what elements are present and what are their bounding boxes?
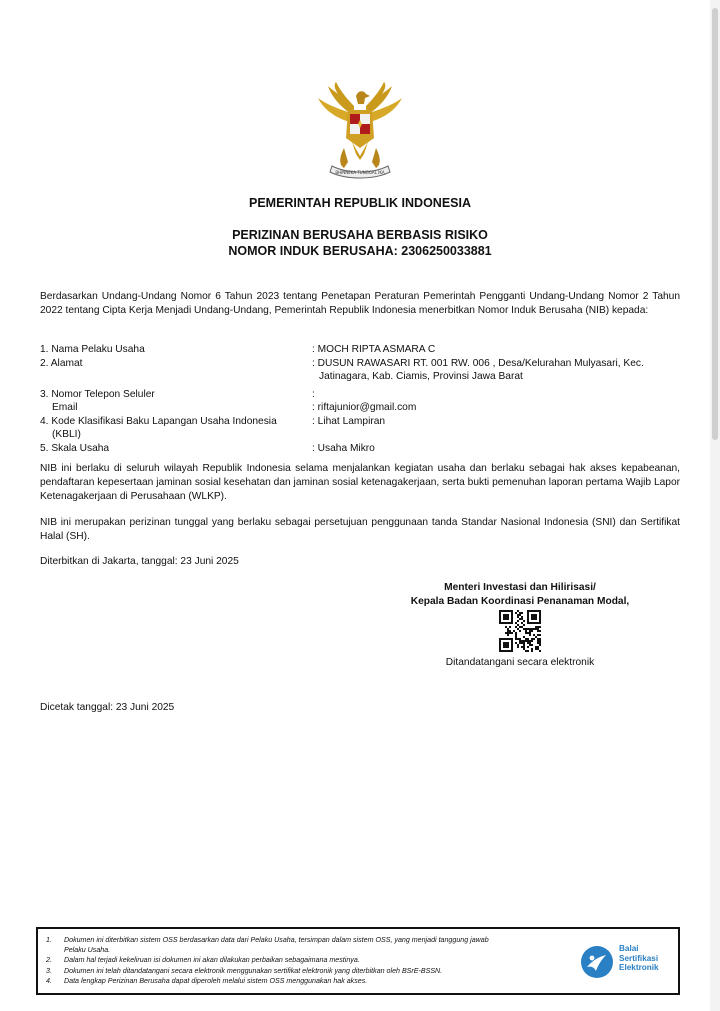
badge-line: Sertifikasi bbox=[619, 953, 659, 963]
field-value: : DUSUN RAWASARI RT. 001 RW. 006 , Desa/Kelurahan Mulyasari, Kec. bbox=[312, 357, 644, 369]
field-value: : Lihat Lampiran bbox=[312, 415, 386, 427]
field-row-address bbox=[40, 357, 680, 384]
field-value: : Usaha Mikro bbox=[312, 442, 375, 454]
field-label-continued: (KBLI) bbox=[52, 429, 81, 440]
signatory-office: Kepala Badan Koordinasi Penanaman Modal, bbox=[410, 596, 630, 607]
document-title: PERIZINAN BERUSAHA BERBASIS RISIKO bbox=[232, 228, 488, 242]
bsre-badge bbox=[578, 943, 676, 983]
footer-notes-box bbox=[36, 927, 680, 995]
field-row-email bbox=[40, 401, 680, 415]
field-label: 5. Skala Usaha bbox=[40, 442, 110, 454]
field-value: : bbox=[312, 388, 315, 400]
field-label: 2. Alamat bbox=[40, 357, 83, 369]
footer-note: 2. Dalam hal terjadi kekeliruan isi dokumen ini akan dilakukan perbaikan sebagaimana mestinya. bbox=[46, 956, 360, 965]
field-value: : MOCH RIPTA ASMARA C bbox=[312, 344, 436, 355]
badge-line: Balai bbox=[619, 944, 639, 953]
issued-date: Diterbitkan di Jakarta, tanggal: 23 Juni 2025 bbox=[40, 556, 239, 567]
field-row-phone bbox=[40, 388, 680, 402]
field-label: 1. Nama Pelaku Usaha bbox=[40, 344, 145, 355]
field-value-continued: Jatinagara, Kab. Ciamis, Provinsi Jawa Barat bbox=[319, 371, 523, 382]
badge-line: Elektronik bbox=[619, 963, 659, 972]
field-label-block bbox=[40, 415, 312, 442]
government-heading: PEMERINTAH REPUBLIK INDONESIA bbox=[248, 196, 471, 210]
scrollbar[interactable] bbox=[710, 0, 720, 1011]
field-label: Email bbox=[52, 402, 78, 413]
field-label: 4. Kode Klasifikasi Baku Lapangan Usaha Indonesia bbox=[40, 415, 277, 427]
signatory-title: Menteri Investasi dan Hilirisasi/ bbox=[444, 582, 596, 593]
nib-number: NOMOR INDUK BERUSAHA: 2306250033881 bbox=[228, 244, 492, 258]
svg-text:BHINNEKA TUNGGAL IKA: BHINNEKA TUNGGAL IKA bbox=[335, 170, 385, 175]
footer-note: Pelaku Usaha. bbox=[64, 946, 111, 955]
scrollbar-thumb[interactable] bbox=[712, 8, 718, 440]
business-details bbox=[40, 343, 680, 455]
field-row-kbli bbox=[40, 415, 680, 442]
sni-halal-paragraph: NIB ini merupakan perizinan tunggal yang berlaku sebagai persetujuan penggunaan tanda Standar Nasional Indonesia (SNI) dan Sertifikat Halal (SH). bbox=[40, 517, 680, 542]
field-row-name bbox=[40, 343, 680, 357]
bsre-logo-icon bbox=[578, 943, 616, 981]
printed-date: Dicetak tanggal: 23 Juni 2025 bbox=[40, 702, 175, 713]
validity-paragraph: NIB ini berlaku di seluruh wilayah Republik Indonesia selama menjalankan kegiatan usaha dan berlaku sebagai hak akses kepabeanan, pendaftaran kepesertaan jaminan sosial kesehatan dan jaminan sosial ketenagakerjaan, serta bukti pemenuhan laporan pertama Wajib Lapor Ketenagakerjaan di Perusahaan (WLKP). bbox=[40, 463, 680, 502]
electronic-signature-note: Ditandatangani secara elektronik bbox=[445, 657, 595, 668]
field-value-block bbox=[312, 357, 680, 384]
footer-note: 1. Dokumen ini diterbitkan sistem OSS berdasarkan data dari Pelaku Usaha, tersimpan dalam sistem OSS, yang menjadi tanggung jawab bbox=[46, 936, 489, 944]
field-label: 3. Nomor Telepon Seluler bbox=[40, 388, 155, 400]
footer-notes-list bbox=[46, 935, 576, 986]
garuda-emblem-icon bbox=[314, 82, 406, 182]
field-value: : riftajunior@gmail.com bbox=[312, 402, 417, 413]
intro-paragraph: Berdasarkan Undang-Undang Nomor 6 Tahun 2023 tentang Penetapan Peraturan Pemerintah Pengganti Undang-Undang Nomor 2 Tahun 2022 tentang Cipta Kerja Menjadi Undang-Undang, Pemerintah Republik Indonesia menerbitkan Nomor Induk Berusaha (NIB) kepada: bbox=[40, 291, 680, 316]
field-row-scale bbox=[40, 442, 680, 456]
footer-note: 4. Data lengkap Perizinan Berusaha dapat diperoleh melalui sistem OSS menggunakan hak akses. bbox=[46, 976, 368, 985]
footer-note: 3. Dokumen ini telah ditandatangani secara elektronik menggunakan sertifikat elektronik yang diterbitkan oleh BSrE-BSSN. bbox=[46, 966, 443, 975]
qr-code-icon bbox=[499, 610, 541, 652]
badge-text bbox=[619, 944, 659, 973]
